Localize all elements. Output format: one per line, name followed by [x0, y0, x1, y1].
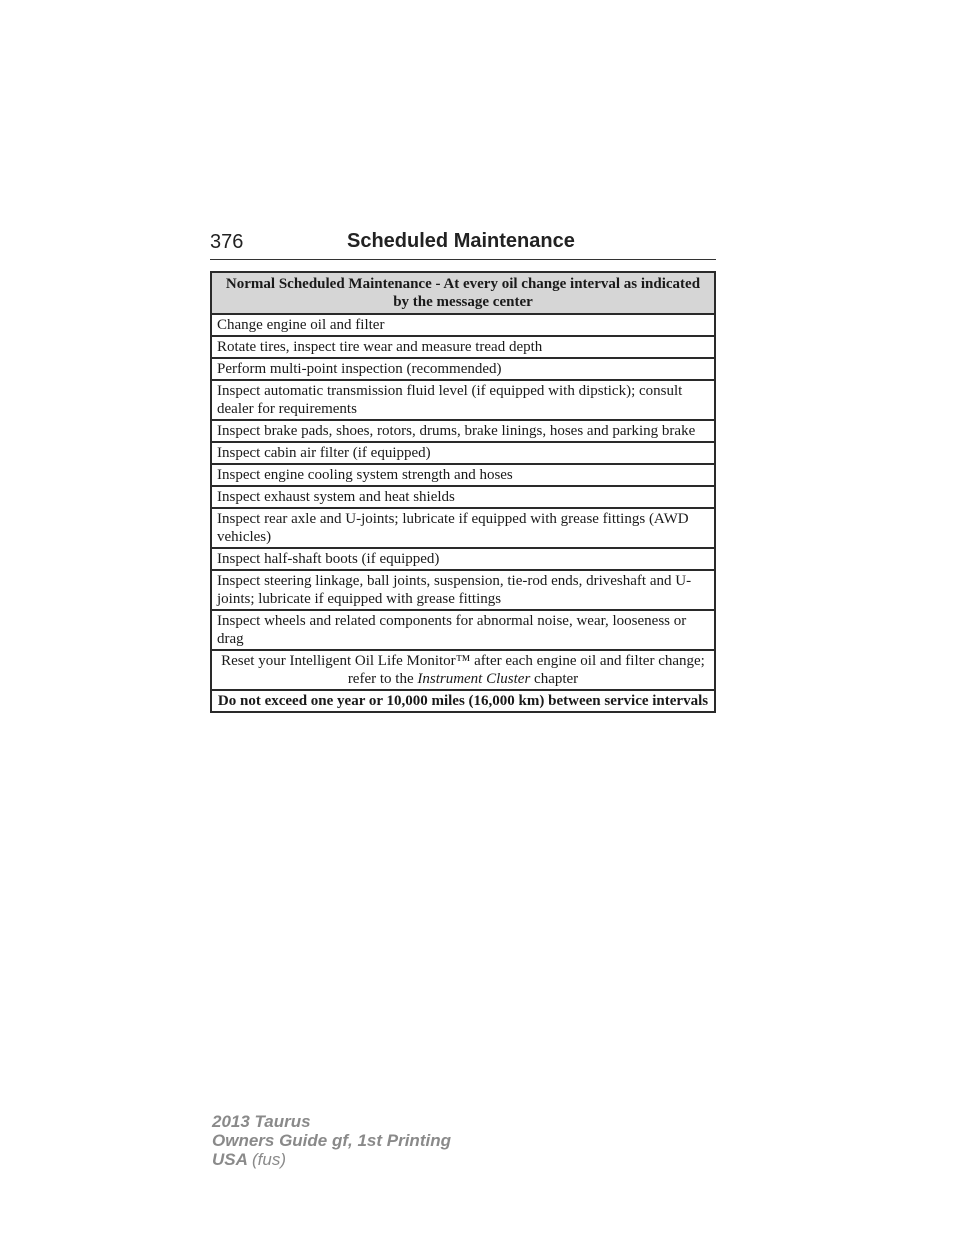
- reset-note-row: [211, 650, 715, 690]
- table-row: [211, 486, 715, 508]
- maintenance-table: [210, 271, 716, 713]
- maintenance-item: Perform multi-point inspection (recommended): [211, 358, 715, 380]
- table-heading: Normal Scheduled Maintenance - At every oil change interval as indicated by the message center: [211, 272, 715, 314]
- page-footer: [212, 1112, 451, 1169]
- reset-note-suffix: chapter: [530, 671, 579, 687]
- page-header: [210, 229, 716, 260]
- table-row: [211, 548, 715, 570]
- table-row: [211, 420, 715, 442]
- footer-market: USA: [212, 1150, 248, 1169]
- table-row: [211, 442, 715, 464]
- interval-note-row: [211, 690, 715, 712]
- table-header-row: [211, 272, 715, 314]
- reset-note-text: Reset your Intelligent Oil Life Monitor™ after each engine oil and filter change; refer to the: [221, 653, 705, 687]
- maintenance-item: Inspect engine cooling system strength and hoses: [211, 464, 715, 486]
- footer-code: (fus): [252, 1150, 286, 1169]
- maintenance-item: Inspect brake pads, shoes, rotors, drums, brake linings, hoses and parking brake: [211, 420, 715, 442]
- maintenance-item: Inspect steering linkage, ball joints, suspension, tie-rod ends, driveshaft and U-joints; lubricate if equipped with grease fittings: [211, 570, 715, 610]
- maintenance-item: Inspect automatic transmission fluid level (if equipped with dipstick); consult dealer for requirements: [211, 380, 715, 420]
- maintenance-item: Rotate tires, inspect tire wear and measure tread depth: [211, 336, 715, 358]
- maintenance-item: Inspect rear axle and U-joints; lubricate if equipped with grease fittings (AWD vehicles): [211, 508, 715, 548]
- reset-note: [211, 650, 715, 690]
- footer-market-line: [212, 1150, 451, 1169]
- table-row: [211, 610, 715, 650]
- table-row: [211, 570, 715, 610]
- footer-guide: Owners Guide gf, 1st Printing: [212, 1131, 451, 1150]
- maintenance-item: Inspect exhaust system and heat shields: [211, 486, 715, 508]
- page-number: 376: [210, 231, 244, 253]
- section-title: Scheduled Maintenance: [347, 230, 575, 252]
- footer-model: 2013 Taurus: [212, 1112, 311, 1131]
- maintenance-item: Change engine oil and filter: [211, 314, 715, 336]
- table-row: [211, 380, 715, 420]
- table-row: [211, 508, 715, 548]
- table-row: [211, 336, 715, 358]
- table-row: [211, 358, 715, 380]
- maintenance-item: Inspect cabin air filter (if equipped): [211, 442, 715, 464]
- interval-note: Do not exceed one year or 10,000 miles (16,000 km) between service intervals: [211, 690, 715, 712]
- maintenance-item: Inspect half-shaft boots (if equipped): [211, 548, 715, 570]
- chapter-reference: Instrument Cluster: [417, 671, 531, 687]
- maintenance-item: Inspect wheels and related components for abnormal noise, wear, looseness or drag: [211, 610, 715, 650]
- table-row: [211, 464, 715, 486]
- table-row: [211, 314, 715, 336]
